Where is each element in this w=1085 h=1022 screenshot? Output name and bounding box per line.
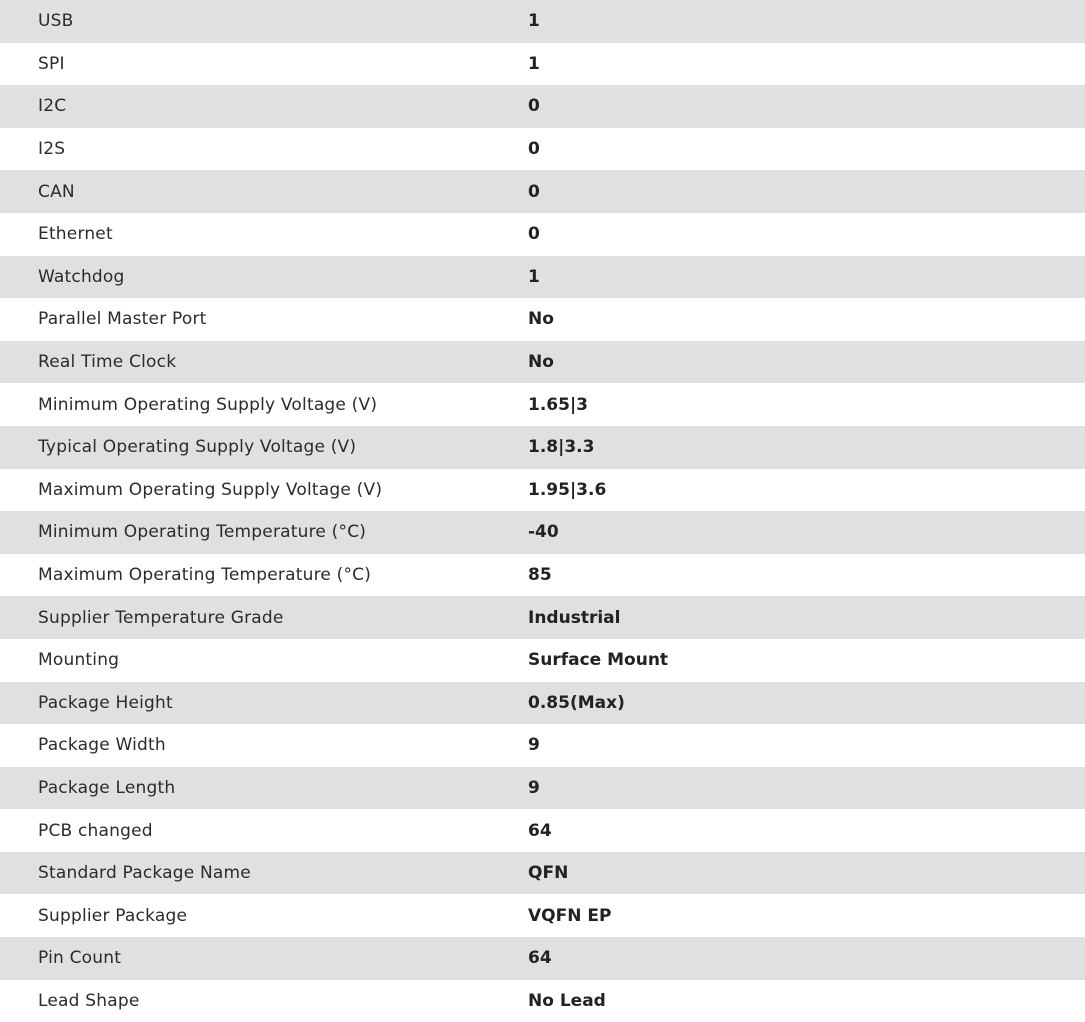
spec-value: 1.8|3.3 — [528, 437, 595, 458]
spec-value: 9 — [528, 735, 540, 756]
spec-row-pin-count — [0, 937, 1085, 980]
spec-value: 0 — [528, 139, 540, 160]
spec-value: Industrial — [528, 607, 621, 628]
spec-label: Supplier Package — [38, 905, 188, 926]
spec-label: Mounting — [38, 650, 120, 671]
spec-value: 1 — [528, 53, 540, 74]
spec-label: Maximum Operating Supply Voltage (V) — [38, 479, 383, 500]
spec-row-watchdog — [0, 256, 1085, 299]
spec-value: -40 — [528, 522, 559, 543]
spec-value: 1.65|3 — [528, 394, 588, 415]
spec-value: 1.95|3.6 — [528, 479, 607, 500]
spec-row-i2c — [0, 85, 1085, 128]
spec-row-max-supply-voltage — [0, 469, 1085, 512]
spec-label: PCB changed — [38, 820, 153, 841]
spec-label: Package Height — [38, 692, 173, 713]
spec-row-min-supply-voltage — [0, 383, 1085, 426]
spec-row-ethernet — [0, 213, 1085, 256]
spec-value: No — [528, 352, 554, 373]
spec-label: SPI — [38, 53, 65, 74]
spec-row-standard-package-name — [0, 852, 1085, 895]
spec-label: Watchdog — [38, 266, 125, 287]
spec-row-mounting — [0, 639, 1085, 682]
spec-label: Maximum Operating Temperature (°C) — [38, 565, 372, 586]
spec-label: I2S — [38, 139, 66, 160]
spec-label: CAN — [38, 181, 75, 202]
spec-value: 0 — [528, 96, 540, 117]
spec-value: 64 — [528, 820, 552, 841]
spec-label: Real Time Clock — [38, 352, 177, 373]
spec-label: Supplier Temperature Grade — [38, 607, 284, 628]
spec-row-typ-supply-voltage — [0, 426, 1085, 469]
spec-label: Minimum Operating Temperature (°C) — [38, 522, 367, 543]
spec-row-pcb-changed — [0, 809, 1085, 852]
spec-row-min-temperature — [0, 511, 1085, 554]
spec-label: Ethernet — [38, 224, 113, 245]
spec-row-max-temperature — [0, 554, 1085, 597]
spec-row-supplier-package — [0, 894, 1085, 937]
spec-label: Package Length — [38, 777, 176, 798]
spec-label: I2C — [38, 96, 67, 117]
spec-row-parallel-master-port — [0, 298, 1085, 341]
spec-value: Surface Mount — [528, 650, 669, 671]
spec-row-package-length — [0, 767, 1085, 810]
spec-value: No — [528, 309, 554, 330]
spec-row-i2s — [0, 128, 1085, 171]
spec-value: 9 — [528, 777, 540, 798]
spec-row-package-height — [0, 682, 1085, 725]
spec-label: Standard Package Name — [38, 863, 251, 884]
spec-value: QFN — [528, 863, 569, 884]
spec-row-real-time-clock — [0, 341, 1085, 384]
spec-value: 0 — [528, 181, 540, 202]
spec-value: 64 — [528, 948, 552, 969]
spec-value: 1 — [528, 11, 540, 32]
spec-label: Typical Operating Supply Voltage (V) — [38, 437, 357, 458]
spec-row-can — [0, 170, 1085, 213]
spec-value: 0.85(Max) — [528, 692, 625, 713]
spec-row-usb — [0, 0, 1085, 43]
spec-value: 1 — [528, 266, 540, 287]
spec-value: 0 — [528, 224, 540, 245]
spec-label: Minimum Operating Supply Voltage (V) — [38, 394, 378, 415]
spec-label: Pin Count — [38, 948, 122, 969]
spec-row-temperature-grade — [0, 596, 1085, 639]
spec-label: Lead Shape — [38, 990, 140, 1011]
spec-row-spi — [0, 43, 1085, 86]
spec-label: Package Width — [38, 735, 166, 756]
spec-label: Parallel Master Port — [38, 309, 207, 330]
spec-value: No Lead — [528, 990, 606, 1011]
spec-row-package-width — [0, 724, 1085, 767]
spec-value: VQFN EP — [528, 905, 612, 926]
spec-value: 85 — [528, 565, 552, 586]
spec-label: USB — [38, 11, 74, 32]
spec-row-lead-shape — [0, 980, 1085, 1022]
